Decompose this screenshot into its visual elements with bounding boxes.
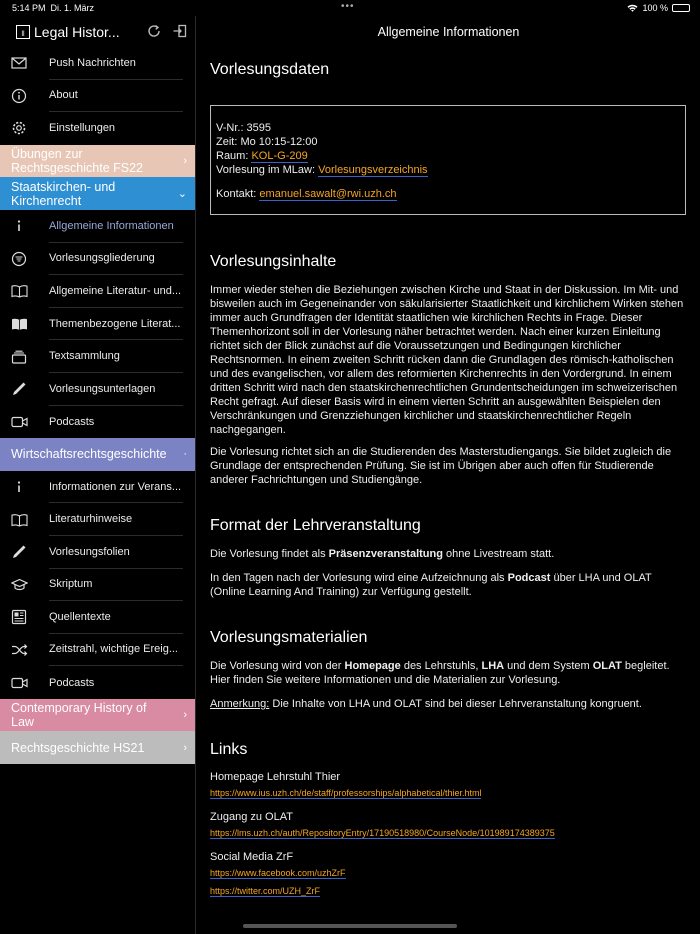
section-contemporary-history[interactable]: [0, 699, 195, 732]
homepage-title: Homepage Lehrstuhl Thier: [210, 771, 341, 783]
heading-format: Format der Lehrveranstaltung: [210, 517, 421, 534]
sidebar-item-vorlesungsfolien[interactable]: [0, 536, 195, 569]
newspaper-icon: [0, 609, 49, 625]
status-bar: [0, 0, 700, 16]
heading-vorlesungsinhalte: Vorlesungsinhalte: [210, 253, 337, 270]
chevron-right-icon: ›: [183, 155, 187, 168]
home-indicator[interactable]: [243, 924, 457, 928]
wifi-icon: [627, 4, 638, 12]
inhalte-paragraph-1: Immer wieder stehen die Beziehungen zwischen Kirche und Staat in der Diskussion. Im Mit- und bisweilen auch im Gegeneinander von säkularisierter Staatlichkeit und kirchlichem Wirken stehen immer auch Grundfragen der Identität staatlichen wie kirchlichen Rechts in Frage. Dieser Themenhorizont soll in der Vorlesung näher betrachtet werden. Nach einer kurzen Einleitung richtet sich der Blick zunächst auf die Voraussetzungen und Bedingungen kirchlicher Rechtsnormen. In einem zweiten Schritt rücken dann die Grundlagen des römisch-katholischen und des evangelischen, vor allem des reformierten Kirchenrechts in den Vordergrund. In einem dritten Schritt wird nach den staatskirchenrechtlichen Grundentscheidungen im schweizerischen Recht gefragt. Auf dieser Basis wird in einem vierten Schritt an ausgewählten Beispielen den Verschränkungen und Grenzziehungen kirchlicher und staatskirchenrechtlicher Regeln nachgegangen.: [210, 284, 684, 436]
sidebar-item-about[interactable]: [0, 80, 195, 113]
section-rechtsgeschichte-hs21[interactable]: [0, 731, 195, 764]
sidebar-item-quellentexte[interactable]: [0, 601, 195, 634]
video-icon: [0, 677, 49, 689]
sidebar-item-label: Textsammlung: [49, 340, 183, 373]
sidebar: [0, 16, 196, 934]
social-title: Social Media ZrF: [210, 851, 294, 863]
sidebar-item-label: Podcasts: [49, 415, 95, 428]
sidebar-item-themenbezogene-literatur[interactable]: [0, 308, 195, 341]
detail-pane: [197, 16, 700, 934]
lecture-data-box: [210, 105, 686, 215]
sidebar-item-podcasts-2[interactable]: [0, 666, 195, 699]
heading-vorlesungsdaten: Vorlesungsdaten: [210, 61, 330, 78]
room-link[interactable]: KOL-G-209: [251, 150, 308, 162]
lecture-mlaw: Vorlesung im MLaw: Vorlesungsverzeichnis: [216, 164, 428, 176]
inhalte-paragraph-2: Die Vorlesung richtet sich an die Studierenden des Masterstudiengangs. Sie bildet zugleich die Grundlage der entsprechenden Prüfung. Sie ist im Übrigen aber auch offen für Studierende anderer Fachrichtungen und Studiengänge.: [210, 446, 672, 486]
section-label: Wirtschaftsrechtsgeschichte: [11, 447, 167, 462]
sidebar-item-zeitstrahl[interactable]: [0, 634, 195, 667]
app-logo: ll: [16, 25, 30, 39]
multitasking-dots[interactable]: •••: [341, 1, 355, 12]
heading-materialien: Vorlesungsmaterialien: [210, 629, 368, 646]
chevron-down-icon: ⌄: [177, 187, 187, 200]
materialien-paragraph: Die Vorlesung wird von der Homepage des Lehrstuhls, LHA und dem System OLAT begleitet. Hier finden Sie weitere Informationen und die Materialien zur Vorlesung.: [210, 660, 670, 686]
contact-email-link[interactable]: emanuel.sawalt@rwi.uzh.ch: [259, 188, 397, 200]
info-icon: [0, 218, 49, 234]
status-right: [627, 3, 690, 13]
section-uebungen[interactable]: [0, 145, 195, 178]
section-staatskirchenrecht[interactable]: [0, 177, 195, 210]
lecture-contact: Kontakt: emanuel.sawalt@rwi.uzh.ch: [216, 188, 397, 200]
sidebar-item-label: Vorlesungsunterlagen: [49, 373, 183, 406]
sidebar-item-label: Vorlesungsgliederung: [49, 243, 183, 276]
list-circle-icon: [0, 251, 49, 267]
section-label: Contemporary History of Law: [11, 701, 147, 730]
twitter-url-link[interactable]: https://twitter.com/UZH_ZrF: [210, 886, 321, 896]
sidebar-item-vorlesungsgliederung[interactable]: [0, 243, 195, 276]
sidebar-item-label: Vorlesungsfolien: [49, 536, 183, 569]
lecture-number: V-Nr.: 3595: [216, 122, 272, 134]
book-filled-icon: [0, 317, 49, 331]
pencil-icon: [0, 544, 49, 560]
sidebar-item-skriptum[interactable]: [0, 569, 195, 602]
sidebar-item-label: Themenbezogene Literat...: [49, 308, 183, 341]
video-icon: [0, 416, 49, 428]
sidebar-item-label: Literaturhinweise: [49, 503, 183, 536]
logout-icon[interactable]: [172, 23, 188, 39]
sidebar-item-literaturhinweise[interactable]: [0, 503, 195, 536]
homepage-url-link[interactable]: https://www.ius.uzh.ch/de/staff/professorships/alphabetical/thier.html: [210, 788, 482, 798]
vorlesungsverzeichnis-link[interactable]: Vorlesungsverzeichnis: [318, 164, 428, 176]
lecture-room: Raum: KOL-G-209: [216, 150, 308, 162]
facebook-url-link[interactable]: https://www.facebook.com/uzhZrF: [210, 868, 346, 878]
sidebar-item-label: Allgemeine Literatur- und...: [49, 275, 183, 308]
sidebar-item-allgemeine-literatur[interactable]: [0, 275, 195, 308]
olat-title: Zugang zu OLAT: [210, 811, 293, 823]
chevron-right-icon: ›: [183, 741, 187, 754]
stack-icon: [0, 350, 49, 364]
sidebar-item-label: Einstellungen: [49, 122, 116, 135]
format-paragraph-1: Die Vorlesung findet als Präsenzveranstaltung ohne Livestream statt.: [210, 548, 555, 560]
olat-url-link[interactable]: https://lms.uzh.ch/auth/RepositoryEntry/17190518980/CourseNode/101989174389375: [210, 828, 555, 838]
sidebar-item-label: Quellentexte: [49, 601, 183, 634]
sidebar-item-label: Podcasts: [49, 676, 95, 689]
sidebar-item-label: Allgemeine Informationen: [49, 210, 183, 243]
sidebar-item-podcasts[interactable]: [0, 406, 195, 439]
sidebar-item-vorlesungsunterlagen[interactable]: [0, 373, 195, 406]
sidebar-item-label: About: [49, 80, 183, 113]
sidebar-item-settings[interactable]: [0, 112, 195, 145]
section-label: Übungen zur Rechtsgeschichte FS22: [11, 147, 144, 176]
mail-icon: [0, 57, 49, 69]
heading-links: Links: [210, 741, 248, 758]
chevron-dot-icon: ·: [183, 448, 187, 461]
battery-percent: 100 %: [642, 3, 668, 13]
format-paragraph-2: In den Tagen nach der Vorlesung wird eine Aufzeichnung als Podcast über LHA und OLAT (Online Learning And Training) zur Verfügung gestellt.: [210, 572, 652, 598]
book-open-icon: [0, 513, 49, 527]
materialien-note: Anmerkung: Die Inhalte von LHA und OLAT sind bei dieser Lehrveranstaltung kongruent.: [210, 698, 642, 710]
lecture-time: Zeit: Mo 10:15-12:00: [216, 136, 318, 148]
sidebar-item-informationen[interactable]: [0, 471, 195, 504]
info-circle-icon: [0, 88, 49, 104]
sidebar-item-label: Informationen zur Verans...: [49, 471, 183, 504]
gear-icon: [0, 120, 49, 136]
status-time: 5:14 PM Di. 1. März: [12, 3, 95, 13]
section-label: Rechtsgeschichte HS21: [11, 740, 145, 755]
page-title: Allgemeine Informationen: [377, 24, 520, 39]
sidebar-item-label: Skriptum: [49, 569, 183, 602]
sidebar-item-textsammlung[interactable]: [0, 340, 195, 373]
section-wirtschaftsrechtsgeschichte[interactable]: [0, 438, 195, 471]
sidebar-item-label: Zeitstrahl, wichtige Ereig...: [49, 634, 183, 667]
chevron-right-icon: ›: [183, 709, 187, 722]
book-open-icon: [0, 284, 49, 298]
sidebar-header: [0, 16, 195, 47]
pencil-icon: [0, 381, 49, 397]
sidebar-item-push[interactable]: [0, 47, 195, 80]
section-label: Staatskirchen- und Kirchenrecht: [11, 179, 116, 208]
sidebar-item-allgemeine-informationen[interactable]: [0, 210, 195, 243]
refresh-icon[interactable]: [146, 23, 162, 39]
battery-icon: [672, 4, 690, 12]
app-title: Legal Histor...: [34, 23, 120, 40]
graduation-cap-icon: [0, 578, 49, 592]
shuffle-icon: [0, 643, 49, 657]
info-icon: [0, 479, 49, 495]
content-body[interactable]: [197, 61, 700, 899]
sidebar-item-label: Push Nachrichten: [49, 47, 183, 80]
